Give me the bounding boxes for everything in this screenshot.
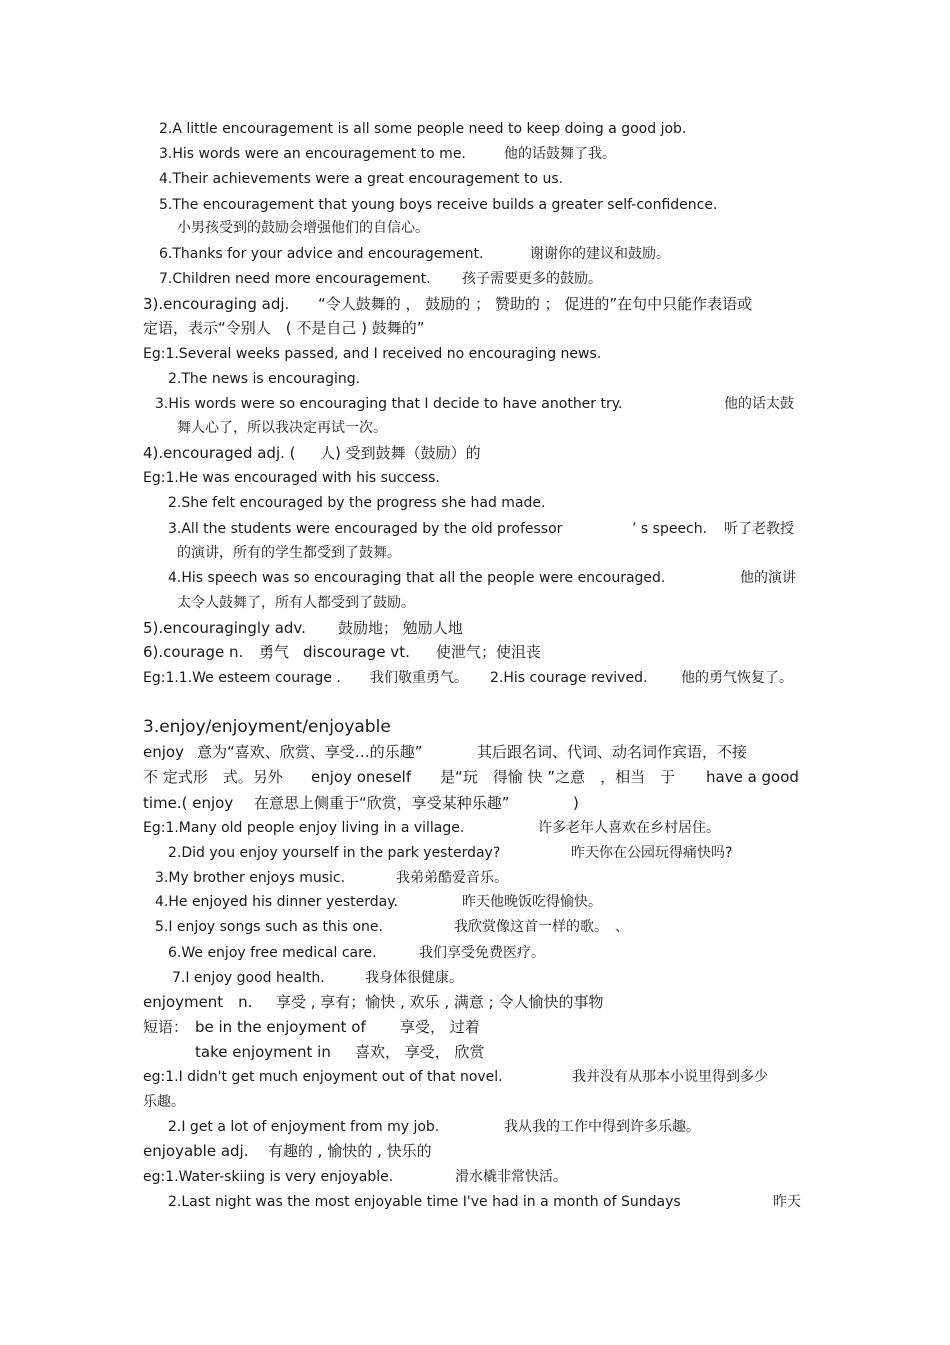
example-translation: 他的演讲 — [740, 570, 796, 586]
example-translation: 孩子需要更多的鼓励。 — [462, 271, 602, 287]
example-sentence: eg:1.I didn't get much enjoyment out of that novel. — [143, 1069, 503, 1085]
example-translation: 昨天你在公园玩得痛快吗? — [571, 845, 733, 861]
entry-heading: enjoy oneself — [311, 768, 412, 786]
entry-definition: 其后跟名词、代词、动名词作宾语，不接 — [477, 743, 748, 761]
example-translation: 我身体很健康。 — [365, 970, 463, 986]
entry-definition: 人) 受到鼓舞（鼓励）的 — [320, 444, 481, 462]
example-sentence: 2.She felt encouraged by the progress she had made. — [168, 495, 546, 511]
entry-heading: 3).encouraging adj. — [143, 295, 290, 313]
example-translation: 滑水橇非常快活。 — [455, 1169, 567, 1185]
example-sentence: 2.Last night was the most enjoyable time I've had in a month of Sundays — [168, 1194, 681, 1210]
example-translation: 他的勇气恢复了。 — [681, 670, 793, 686]
example-sentence: 4.Their achievements were a great encouragement to us. — [159, 171, 564, 187]
example-translation: 我欣赏像这首一样的歌。 、 — [454, 919, 629, 935]
entry-definition: 定语，表示“令别人 ( 不是自己 ) 鼓舞的” — [143, 319, 425, 337]
example-translation: 我们敬重勇气。 — [370, 670, 468, 686]
example-sentence: 7.Children need more encouragement. — [159, 271, 431, 287]
example-sentence: 2.A little encouragement is all some people need to keep doing a good job. — [159, 121, 687, 137]
entry-definition: 意为“喜欢、欣赏、享受…的乐趣” — [197, 743, 423, 761]
example-translation: 他的话太鼓 — [724, 396, 794, 412]
entry-definition: “令人鼓舞的 ， 鼓励的 ； 赞助的 ； 促进的”在句中只能作表语或 — [318, 295, 753, 313]
example-sentence: ’ s speech. — [632, 521, 708, 537]
example-sentence: 5.The encouragement that young boys receive builds a greater self-confidence. — [159, 197, 718, 213]
entry-heading: discourage vt. — [303, 643, 410, 661]
example-translation: 听了老教授 — [724, 521, 794, 537]
entry-definition: 有趣的 , 愉快的 , 快乐的 — [268, 1142, 432, 1160]
example-sentence: 3.His words were an encouragement to me. — [159, 146, 466, 162]
entry-definition: 不 定式形 式。另外 — [143, 768, 283, 786]
example-sentence: 2.I get a lot of enjoyment from my job. — [168, 1119, 440, 1135]
phrase-label: 短语： — [143, 1018, 189, 1036]
entry-definition: ) — [573, 794, 579, 812]
example-translation: 昨天他晚饭吃得愉快。 — [462, 894, 602, 910]
entry-heading: 5).encouragingly adv. — [143, 619, 306, 637]
example-translation: 谢谢你的建议和鼓励。 — [530, 246, 670, 262]
example-sentence: Eg:1.Several weeks passed, and I received no encouraging news. — [143, 346, 602, 362]
entry-definition: 鼓励地； 勉励人地 — [338, 619, 463, 637]
entry-definition: 享受 , 享有；愉快 , 欢乐 , 满意 ; 令人愉快的事物 — [276, 993, 604, 1011]
example-sentence: 6.Thanks for your advice and encouragement. — [159, 246, 484, 262]
example-sentence: 6.We enjoy free medical care. — [168, 945, 377, 961]
phrase-meaning: 喜欢， 享受， 欣赏 — [355, 1043, 485, 1061]
example-sentence: 2.The news is encouraging. — [168, 371, 361, 387]
example-sentence: Eg:1.He was encouraged with his success. — [143, 470, 440, 486]
example-translation: 小男孩受到的鼓励会增强他们的自信心。 — [177, 220, 429, 236]
entry-heading: have a good — [706, 768, 799, 786]
entry-definition: 使泄气；使沮丧 — [436, 643, 542, 661]
entry-definition: 在意思上侧重于“欣赏，享受某种乐趣” — [254, 794, 510, 812]
phrase-meaning: 享受， 过着 — [400, 1018, 480, 1036]
phrase: be in the enjoyment of — [195, 1018, 366, 1036]
entry-heading: enjoyment n. — [143, 993, 253, 1011]
example-sentence: 5.I enjoy songs such as this one. — [155, 919, 383, 935]
example-sentence: 3.His words were so encouraging that I decide to have another try. — [155, 396, 623, 412]
example-translation: 我从我的工作中得到许多乐趣。 — [504, 1119, 700, 1135]
example-translation: 我并没有从那本小说里得到多少 — [572, 1069, 768, 1085]
entry-heading: 6).courage n. — [143, 643, 244, 661]
example-translation: 太令人鼓舞了，所有人都受到了鼓励。 — [177, 595, 415, 611]
example-sentence: Eg:1.Many old people enjoy living in a village. — [143, 820, 465, 836]
example-sentence: eg:1.Water-skiing is very enjoyable. — [143, 1169, 394, 1185]
entry-heading: enjoy — [143, 743, 184, 761]
entry-heading: 4).encouraged adj. ( — [143, 444, 296, 462]
entry-definition: 勇气 — [259, 643, 290, 661]
example-translation: 许多老年人喜欢在乡村居住。 — [538, 820, 720, 836]
example-sentence: 4.His speech was so encouraging that all the people were encouraged. — [168, 570, 666, 586]
entry-heading: time.( enjoy — [143, 794, 234, 812]
example-translation: 昨天 — [773, 1194, 801, 1210]
example-translation: 他的话鼓舞了我。 — [504, 146, 616, 162]
example-translation: 舞人心了，所以我决定再试一次。 — [177, 420, 387, 436]
example-translation: 的演讲，所有的学生都受到了鼓舞。 — [177, 545, 401, 561]
example-sentence: 4.He enjoyed his dinner yesterday. — [155, 894, 398, 910]
example-sentence: 2.Did you enjoy yourself in the park yesterday? — [168, 845, 501, 861]
example-translation: 我们享受免费医疗。 — [419, 945, 545, 961]
entry-heading: enjoyable adj. — [143, 1142, 249, 1160]
example-translation: 我弟弟酷爱音乐。 — [396, 870, 508, 886]
example-sentence: 2.His courage revived. — [490, 670, 648, 686]
example-sentence: 7.I enjoy good health. — [172, 970, 325, 986]
example-sentence: 3.My brother enjoys music. — [155, 870, 346, 886]
example-translation: 乐趣。 — [143, 1094, 185, 1110]
phrase: take enjoyment in — [195, 1043, 331, 1061]
entry-definition: 是“玩 得愉 快 ”之意 ，相当 于 — [440, 768, 676, 786]
example-sentence: 3.All the students were encouraged by the old professor — [168, 521, 563, 537]
section-heading: 3.enjoy/enjoyment/enjoyable — [143, 717, 391, 737]
example-sentence: Eg:1.1.We esteem courage . — [143, 670, 341, 686]
